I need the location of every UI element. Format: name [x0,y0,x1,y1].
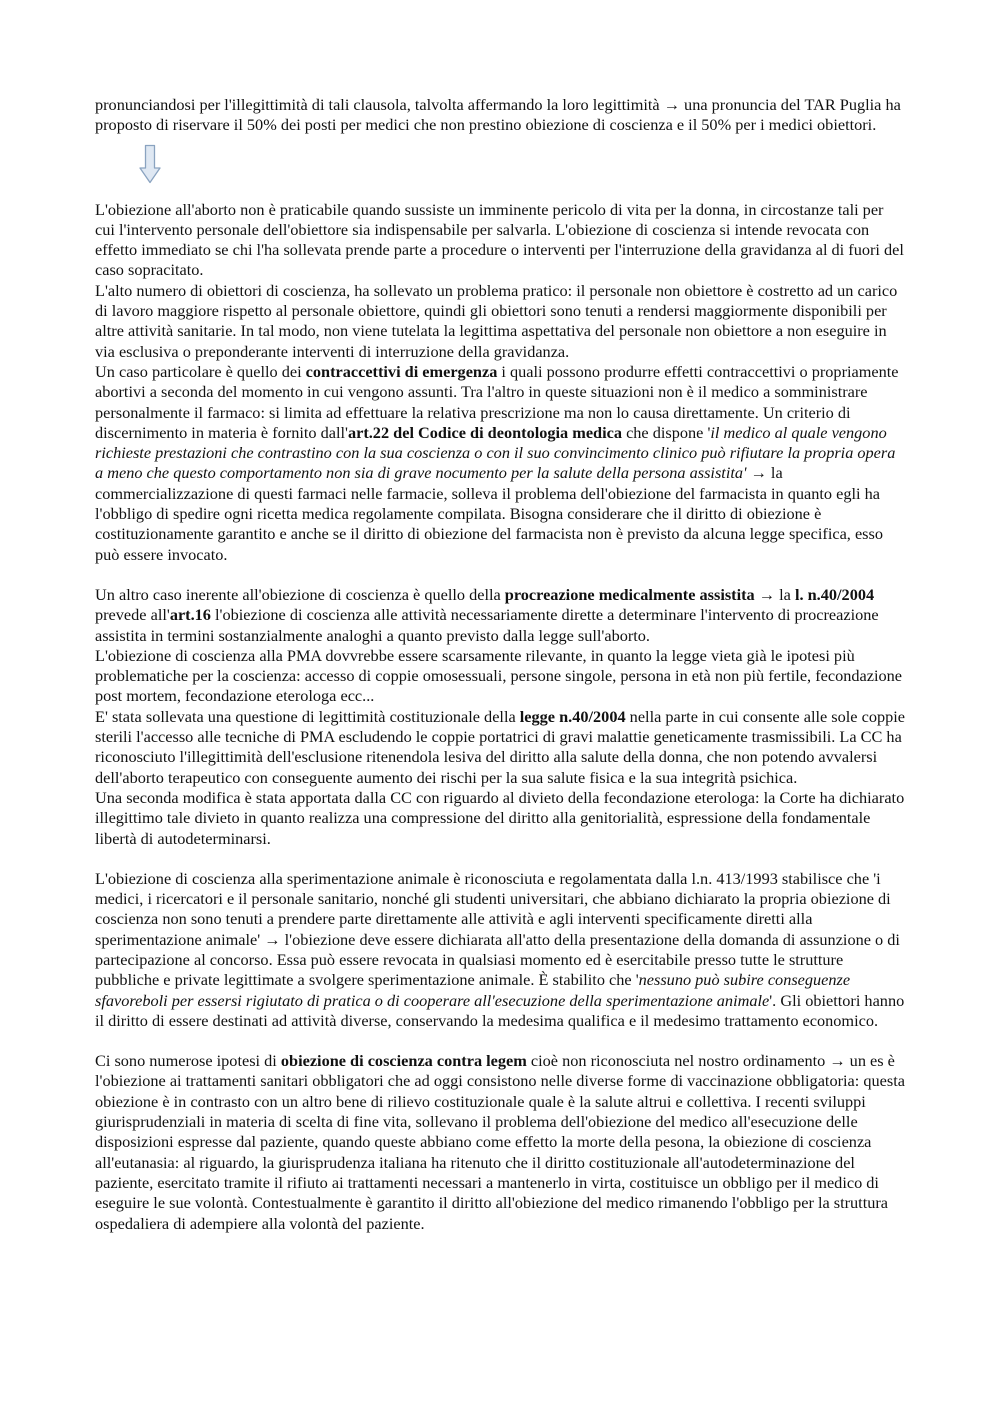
paragraph-emergency-contraceptives [95,362,907,565]
text-run: '. Gli obiettori hanno il diritto di essere destinati ad attività diverse, conservando la medesima qualifica e il medesimo trattamento economico. [95,990,905,1030]
paragraph-pma [95,585,907,646]
bold-term: legge n.40/2004 [519,706,626,726]
paragraph-gap [95,849,907,869]
paragraph-contra-legem [95,1051,907,1234]
paragraph-heterologous: Una seconda modifica è stata apportata dalla CC con riguardo al divieto della fecondazione eterologa: la Corte ha dichiarato illegittimo tale divieto in quanto realizza una compressione del diritto alla genitorialità, espressione della fondamentale libertà di autodeterminarsi. [95,787,905,848]
bold-term: l. n.40/2004 [794,584,875,604]
paragraph-abortion-objection: L'obiezione all'aborto non è praticabile quando sussiste un imminente pericolo di vita per la donna, in circostanze tali per cui l'intervento personale dell'obiettore sia indispensabile per salvarla. L'obiezione di coscienza si intende revocata con effetto immediato se chi l'ha sollevata prende parte a procedure o interventi per l'interruzione della gravidanza al di fuori del caso sopracitato. [95,199,904,280]
text-run: prevede all' [95,605,170,625]
paragraph-gap [95,1031,907,1051]
text-run: l'obiezione di coscienza alle attività necessariamente dirette a determinare l'intervento di procreazione assistita in termini sostanzialmente analoghi a quanto previsto dalla legge sull'aborto. [95,605,879,645]
text-run: Un altro caso inerente all'obiezione di coscienza è quello della [95,584,505,604]
bold-term: contraccettivi di emergenza [305,361,498,381]
text-run: → la commercializzazione di questi farmaci nelle farmacie, solleva il problema dell'obiezione del farmacista in quanto egli ha l'obbligo di spedire ogni ricetta medica regolamente compilata. Bisogna considerare che il diritto di obiezione è costituzionamente garantito e anche se il diritto di obiezione del farmacista non è previsto da alcuna legge specifica, esso può essere invocato. [95,463,883,564]
arrow-container [95,144,907,184]
bold-term: art.22 del Codice di deontologia medica [347,422,622,442]
italic-quote: il medico al quale vengono richieste prestazioni che contrastino con la sua coscienza o con il suo convincimento clinico può rifiutare la propria opera a meno che questo comportamento non sia di grave nocumento per la salute della persona assistita' [95,422,896,483]
bold-term: art.16 [169,605,211,625]
text-run: Un caso particolare è quello dei [95,361,306,381]
text-run: E' stata sollevata una questione di legittimità costituzionale della [95,706,520,726]
paragraph-gap [95,565,907,585]
paragraph-constitutional-question [95,707,907,788]
down-arrow-icon [138,144,162,184]
bold-term: obiezione di coscienza contra legem [280,1051,527,1071]
text-run: i quali possono produrre effetti contraccettivi o propriamente abortivi a seconda del momento in cui vengono assunti. Tra l'altro in queste situazioni non è il medico a somministrare personalmente il farmaco: si limita ad effettuare la relativa prescrizione ma non lo causa direttamente. Un criterio di discernimento in materia è fornito dall' [95,361,899,442]
paragraph-tar-puglia: pronunciandosi per l'illegittimità di tali clausola, talvolta affermando la loro legittimità → una pronuncia del TAR Puglia ha proposto di riservare il 50% dei posti per medici che non prestino obiezione di coscienza e il 50% per i medici obiettori. [95,95,901,135]
text-run: nella parte in cui consente alle sole coppie sterili l'accesso alle tecniche di PMA escludendo le coppie portatrici di gravi malattie geneticamente trasmissibili. La CC ha riconosciuto l'illegittimità dell'esclusione ritenendola lesiva del diritto alla salute della donna, che non potendo avvalersi dell'aborto terapeutico con conseguente aumento dei rischi per la sua salute fisica e la sua integrità psichica. [95,706,905,787]
paragraph-animal-experimentation [95,869,907,1031]
italic-quote: nessuno può subire conseguenze sfavoreboli per essersi rigiutato di pratica o di cooperare all'esecuzione della sperimentazione animale [95,970,851,1010]
text-run: che dispone ' [622,422,711,442]
text-run: Ci sono numerose ipotesi di [95,1051,281,1071]
paragraph-objector-count: L'alto numero di obiettori di coscienza, ha sollevato un problema pratico: il personale non obiettore è costretto ad un carico di lavoro maggiore rispetto al personale obiettore, quindi gli obiettori sono tenuti a rendersi maggiormente disponibili per altre attività sanitarie. In tal modo, non viene tutelata la legittima aspettativa del personale non obiettore a non eseguire in via esclusiva o preponderante interventi di interruzione della gravidanza. [95,280,898,361]
document-page [95,95,907,1234]
text-run: cioè non riconosciuta nel nostro ordinamento → un es è l'obiezione ai trattamenti sanitari obbligatori che ad oggi consistono nelle diverse forme di vaccinazione obbligatoria: questa obiezione è in contrasto con un altro bene di rilievo costituzionale quale è la salute altrui e collettiva. I recenti sviluppi giurisprudenziali in materia di scelta di fine vita, sollevano il problema dell'obiezione del medico all'esecuzione delle disposizioni espresse dal paziente, quando queste abbiano come effetto la morte della pesona, la obiezione di coscienza all'eutanasia: al riguardo, la giurisprudenza italiana ha ritenuto che il diritto costituzionale all'autodeterminazione del paziente, esercitato tramite il rifiuto ai trattamenti necessari a mantenerlo in virta, costituisce un obbligo per il medico di eseguire le sue volontà. Contestualmente è garantito il diritto all'obiezione del medico rimanendo l'obbligo per la struttura ospedaliera di adempiere alla volontà del paziente. [95,1051,905,1233]
text-run: → la [754,584,795,604]
text-run: L'obiezione di coscienza alla sperimentazione animale è riconosciuta e regolamentata dalla l.n. 413/1993 stabilisce che 'i medici, i ricercatori e il personale sanitario, nonché gli studenti universitari, che abbiano dichiarato la propria obiezione di coscienza non sono tenuti a prendere parte direttamente alle attività e agli interventi specificamente diretti alla sperimentazione animale' → l'obiezione deve essere dichiarata all'atto della presentazione della domanda di assunzione o di partecipazione al concorso. Essa può essere revocata in qualsiasi momento ed è esercitabile presso tutte le strutture pubbliche e private legittimate a svolgere sperimentazione animale. È stabilito che ' [95,868,900,990]
bold-term: procreazione medicalmente assistita [504,584,755,604]
paragraph-pma-relevance: L'obiezione di coscienza alla PMA dovvrebbe essere scarsamente rilevante, in quanto la legge vieta già le ipotesi più problematiche per la coscienza: accesso di coppie omosessuali, persone singole, persona in età non più fertile, fecondazione post mortem, fecondazione eterologa ecc... [95,645,902,706]
